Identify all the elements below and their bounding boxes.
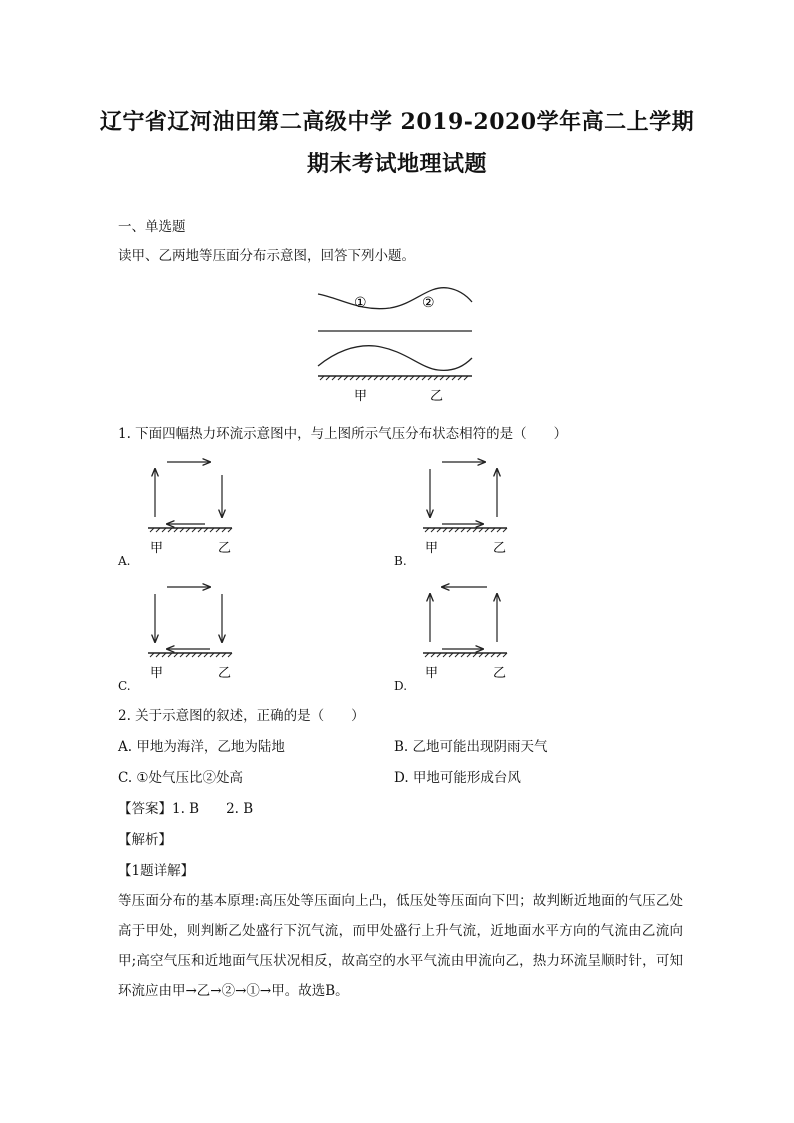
option-d-letter[interactable]: D.: [394, 679, 408, 693]
page-title-line1: 辽宁省辽河油田第二高级中学 2019-2020学年高二上学期: [99, 109, 695, 135]
option-d-label-jia: 甲: [425, 666, 439, 681]
question-2-stem: 2. 关于示意图的叙述，正确的是（ ）: [118, 708, 365, 724]
option-c-letter[interactable]: C.: [118, 679, 131, 693]
option-c-diagram: [140, 580, 240, 685]
lower-isobar-curve: [318, 346, 472, 371]
option-b-letter[interactable]: B.: [394, 554, 407, 568]
option-a-label-jia: 甲: [150, 541, 164, 556]
option-a-diagram: [140, 455, 240, 560]
option-a-label-yi: 乙: [218, 541, 232, 556]
isobar-figure: [310, 280, 480, 405]
detail-1-text: 等压面分布的基本原理:高压处等压面向上凸，低压处等压面向下凹；故判断近地面的气压乙处高于甲处，则判断乙处盛行下沉气流，而甲处盛行上升气流，近地面水平方向的气流由乙流向甲;高空气压和近地面气压状况相反，故高空的水平气流由甲流向乙，热力环流呈顺时针，可知环流应由甲→乙→②→①→甲。故选B。: [118, 893, 683, 999]
option-c-label-jia: 甲: [150, 666, 164, 681]
question-2-option-d[interactable]: D. 甲地可能形成台风: [394, 770, 521, 786]
ground-label-jia: 甲: [354, 389, 368, 404]
option-b-label-yi: 乙: [493, 541, 507, 556]
question-2-option-a[interactable]: A. 甲地为海洋，乙地为陆地: [118, 739, 285, 755]
question-2-option-b[interactable]: B. 乙地可能出现阴雨天气: [394, 739, 548, 755]
ground-label-yi: 乙: [430, 389, 444, 404]
question-1-stem: 1. 下面四幅热力环流示意图中，与上图所示气压分布状态相符的是（ ）: [118, 426, 568, 442]
option-d-diagram: [415, 580, 515, 685]
option-a-letter[interactable]: A.: [118, 554, 131, 568]
label-point-1: ①: [354, 295, 367, 311]
detail-1-heading: 【1题详解】: [118, 863, 195, 879]
option-d-label-yi: 乙: [493, 666, 507, 681]
page-title-line2: 期末考试地理试题: [306, 151, 487, 177]
analysis-heading: 【解析】: [118, 832, 172, 848]
label-point-2: ②: [422, 295, 435, 311]
question-2-option-c[interactable]: C. ①处气压比②处高: [118, 770, 244, 786]
option-c-label-yi: 乙: [218, 666, 232, 681]
intro-text: 读甲、乙两地等压面分布示意图，回答下列小题。: [118, 248, 415, 264]
answer-line: 【答案】1. B 2. B: [118, 801, 254, 817]
upper-isobar-curve: [318, 288, 472, 309]
option-b-diagram: [415, 455, 515, 560]
section-heading: 一、单选题: [118, 219, 186, 235]
option-b-label-jia: 甲: [425, 541, 439, 556]
